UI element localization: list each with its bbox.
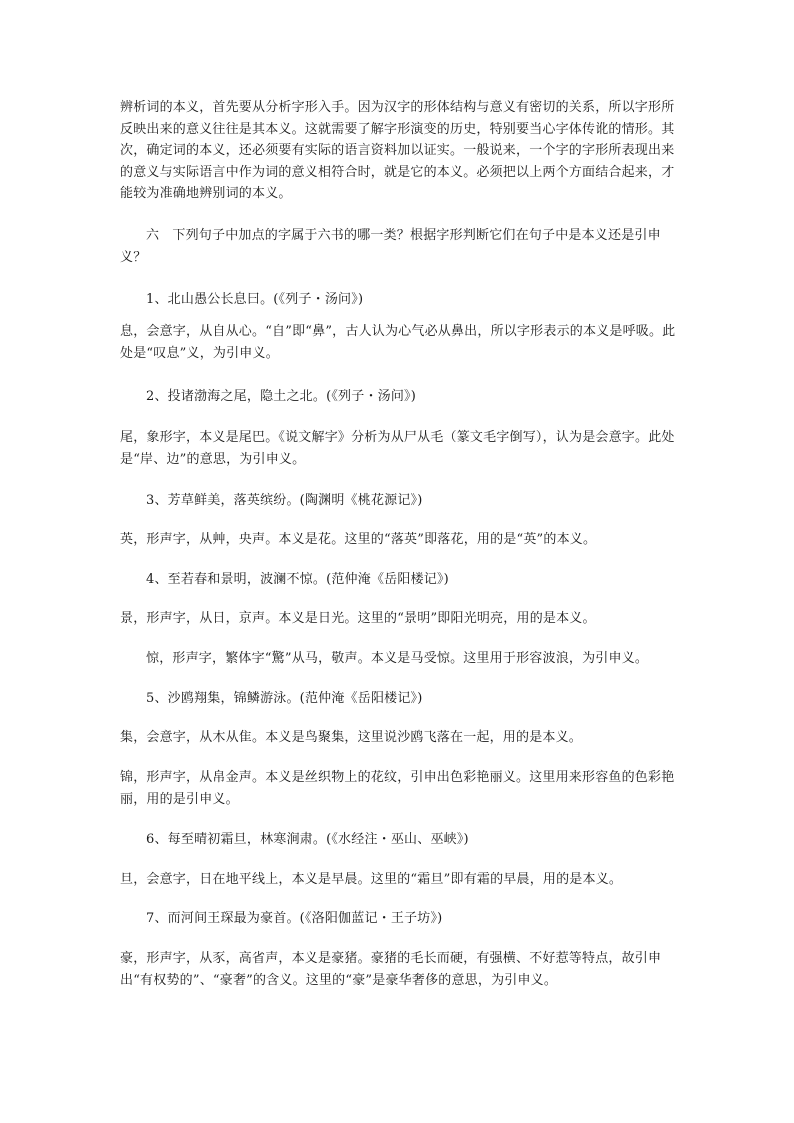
answer-7: 豪，形声字，从豕，高省声，本义是豪猪。豪猪的毛长而硬，有强横、不好惹等特点，故引申出“有权势的”、“豪奢”的含义。这里的“豪”是豪华奢侈的意思，为引申义。 [120, 951, 662, 988]
sentence-4: 4、至若春和景明，波澜不惊。(范仲淹《岳阳楼记》) [146, 572, 449, 587]
sentence-5: 5、沙鸥翔集，锦鳞游泳。(范仲淹《岳阳楼记》) [146, 691, 423, 706]
intro-text: 辨析词的本义，首先要从分析字形入手。因为汉字的形体结构与意义有密切的关系，所以字形所反映出来的意义往往是其本义。这就需要了解字形演变的历史，特别要当心字体传讹的情形。其次，确定词的本义，还必须要有实际的语言资料加以证实。一般说来，一个字的字形所表现出来的意义与实际语言中作为词的意义相符合时，就是它的本义。必须把以上两个方面结合起来，才能较为准确地辨别词的本义。 [120, 100, 675, 201]
answer-1: 息，会意字，从自从心。“自”即“鼻”，古人认为心气必从鼻出，所以字形表示的本义是呼吸。此处是“叹息”义，为引申义。 [120, 324, 676, 361]
answer-5b: 锦，形声字，从帛金声。本义是丝织物上的花纹，引申出色彩艳丽义。这里用来形容鱼的色彩艳丽，用的是引申义。 [120, 770, 675, 807]
question-heading [120, 225, 676, 268]
sentence-6: 6、每至晴初霜旦，林寒涧肃。(《水经注・巫山、巫峡》) [146, 832, 469, 847]
sentence-7: 7、而河间王琛最为豪首。(《洛阳伽蓝记・王子坊》) [146, 911, 443, 926]
answer-2: 尾，象形字，本义是尾巴。《说文解字》分析为从尸从毛（篆文毛字倒写），认为是会意字。此处是“岸、边”的意思，为引申义。 [120, 430, 675, 467]
sentence-2: 2、投诸渤海之尾，隐土之北。(《列子・汤问》) [146, 389, 417, 404]
answer-5a: 集，会意字，从木从隹。本义是鸟聚集，这里说沙鸥飞落在一起，用的是本义。 [120, 730, 583, 745]
answer-4a: 景，形声字，从日，京声。本义是日光。这里的“景明”即阳光明亮，用的是本义。 [120, 611, 596, 626]
answer-4b: 惊，形声字，繁体字“驚”从马，敬声。本义是马受惊。这里用于形容波浪，为引申义。 [146, 651, 649, 666]
sentence-3: 3、芳草鲜美，落英缤纷。(陶渊明《桃花源记》) [146, 493, 423, 508]
answer-6: 旦，会意字，日在地平线上，本义是早晨。这里的“霜旦”即有霜的早晨，用的是本义。 [120, 872, 623, 887]
intro-paragraph [120, 97, 676, 205]
answer-3: 英，形声字，从艸，央声。本义是花。这里的“落英”即落花，用的是“英”的本义。 [120, 532, 597, 547]
sentence-1: 1、北山愚公长息曰。(《列子・汤问》) [146, 292, 364, 307]
question-text: 六 下列句子中加点的字属于六书的哪一类？根据字形判断它们在句子中是本义还是引申义？ [120, 228, 661, 265]
